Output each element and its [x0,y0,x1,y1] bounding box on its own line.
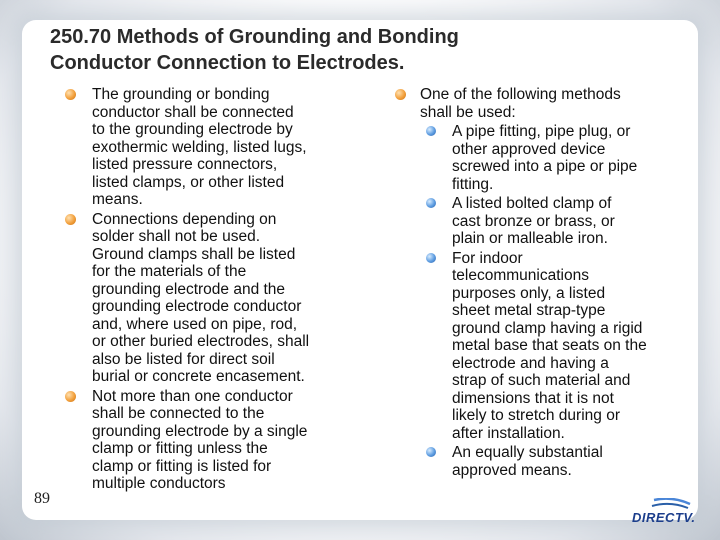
text-line: multiple conductors [92,475,226,492]
text-line: For indoor [452,249,523,267]
text-line: plain or malleable iron. [452,230,608,247]
text-line: likely to stretch during or [452,407,620,424]
list-item [62,86,362,209]
bullet-icon [65,89,76,100]
logo-text: DIRECTV. [632,510,696,525]
text-line: also be listed for direct soil [92,350,275,368]
text-line: other approved device [452,140,606,158]
text-line: ground clamp having a rigid [452,319,643,337]
text-line: sheet metal strap-type [452,302,606,319]
text-line: dimensions that it is not [452,389,614,407]
list-item [392,86,702,121]
list-item [62,211,362,386]
text-line: Ground clamps shall be listed [92,245,296,263]
text-line: strap of such material and [452,372,631,389]
text-line: telecommunications [452,267,589,284]
text-line: listed pressure connectors, [92,156,278,173]
text-line: approved means. [452,461,572,479]
text-line: metal base that seats on the [452,337,647,354]
sub-list-item [392,123,702,193]
sub-bullet-icon [426,126,436,136]
page-title [50,24,690,76]
sub-bullet-icon [426,447,436,457]
bullet-icon [65,214,76,225]
text-line: to the grounding electrode by [92,121,293,138]
page-number: 89 [34,490,50,507]
text-line: screwed into a pipe or pipe [452,158,638,175]
text-line: or other buried electrodes, shall [92,333,310,350]
text-line: after installation. [452,424,565,442]
text-line: electrode and having a [452,354,609,372]
text-line: clamp or fitting is listed for [92,457,272,475]
text-line: A pipe fitting, pipe plug, or [452,123,631,140]
text-line: and, where used on pipe, rod, [92,315,298,333]
text-line: for the materials of the [92,263,247,280]
sub-list-item [392,444,702,479]
text-line: conductor shall be connected [92,103,294,121]
sub-list-item [392,195,702,248]
title-line: 250.70 Methods of Grounding and Bonding [50,26,459,48]
text-line: grounding electrode and the [92,280,286,298]
text-line: cast bronze or brass, or [452,212,615,230]
text-line: An equally substantial [452,444,603,461]
text-line: grounding electrode by a single [92,422,308,440]
sub-bullet-icon [426,253,436,263]
text-line: A listed bolted clamp of [452,195,612,212]
sub-bullet-icon [426,198,436,208]
directv-logo [632,498,714,532]
text-line: burial or concrete encasement. [92,368,305,385]
text-line: Not more than one conductor [92,387,293,405]
text-line: purposes only, a listed [452,284,606,302]
text-line: Connections depending on [92,210,277,228]
left-column [62,86,362,495]
title-line: Conductor Connection to Electrodes. [50,52,405,74]
text-line: listed clamps, or other listed [92,173,285,191]
text-line: solder shall not be used. [92,228,261,245]
text-line: fitting. [452,175,494,193]
text-line: clamp or fitting unless the [92,440,268,457]
text-line: One of the following methods [420,86,621,103]
text-line: shall be connected to the [92,405,265,422]
sub-list-item [392,250,702,443]
text-line: grounding electrode conductor [92,298,302,315]
text-line: means. [92,191,143,208]
bullet-icon [65,391,76,402]
text-line: shall be used: [420,103,516,121]
text-line: exothermic welding, listed lugs, [92,138,307,156]
bullet-icon [395,89,406,100]
text-line: The grounding or bonding [92,86,270,103]
right-column [392,86,702,481]
list-item [62,388,362,493]
